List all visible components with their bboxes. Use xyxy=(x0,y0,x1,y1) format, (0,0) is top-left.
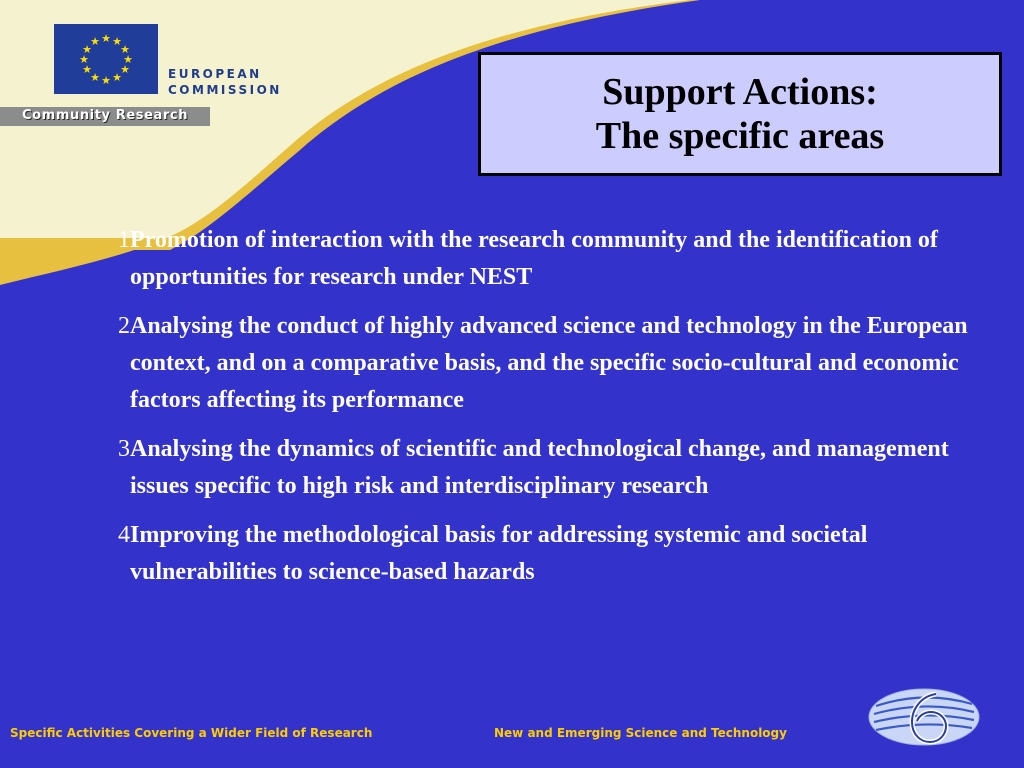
svg-text:★: ★ xyxy=(79,53,89,66)
item-number: 4 xyxy=(118,522,130,548)
areas-list xyxy=(80,222,1005,603)
footer-right-text: New and Emerging Science and Technology xyxy=(494,726,787,740)
org-name-line2: COMMISSION xyxy=(168,83,282,97)
item-number: 3 xyxy=(118,436,130,462)
svg-text:★: ★ xyxy=(120,43,130,56)
list-item xyxy=(80,517,1005,591)
footer-left-text: Specific Activities Covering a Wider Field of Research xyxy=(10,726,373,740)
list-item xyxy=(80,308,1005,419)
title-line1: Support Actions: xyxy=(602,71,878,113)
title-box xyxy=(478,52,1002,176)
item-text: Promotion of interaction with the research community and the identification of opportunities for research under NEST xyxy=(130,227,938,290)
svg-text:★: ★ xyxy=(112,35,122,48)
svg-text:★: ★ xyxy=(101,32,111,45)
svg-text:★: ★ xyxy=(82,43,92,56)
band-label: Community Research xyxy=(22,108,189,123)
item-number: 1 xyxy=(118,227,130,253)
fp6-logo-icon xyxy=(866,684,982,750)
item-text: Improving the methodological basis for addressing systemic and societal vulnerabilities to science-based hazards xyxy=(130,522,868,585)
list-item xyxy=(80,222,1005,296)
svg-text:★: ★ xyxy=(101,74,111,87)
org-name-line1: EUROPEAN xyxy=(168,67,262,81)
svg-text:★: ★ xyxy=(112,71,122,84)
item-text: Analysing the conduct of highly advanced science and technology in the European context, and on a comparative basis, and the specific socio-cultural and economic factors affecting its performance xyxy=(130,313,968,413)
svg-text:★: ★ xyxy=(90,71,100,84)
svg-text:★: ★ xyxy=(123,53,133,66)
title-line2: The specific areas xyxy=(595,115,885,157)
svg-text:★: ★ xyxy=(90,35,100,48)
eu-flag-icon xyxy=(54,24,158,94)
svg-text:★: ★ xyxy=(82,63,92,76)
item-number: 2 xyxy=(118,313,130,339)
organization-name xyxy=(168,66,282,98)
item-text: Analysing the dynamics of scientific and technological change, and management issues specific to high risk and interdisciplinary research xyxy=(130,436,949,499)
list-item xyxy=(80,431,1005,505)
svg-text:★: ★ xyxy=(120,63,130,76)
